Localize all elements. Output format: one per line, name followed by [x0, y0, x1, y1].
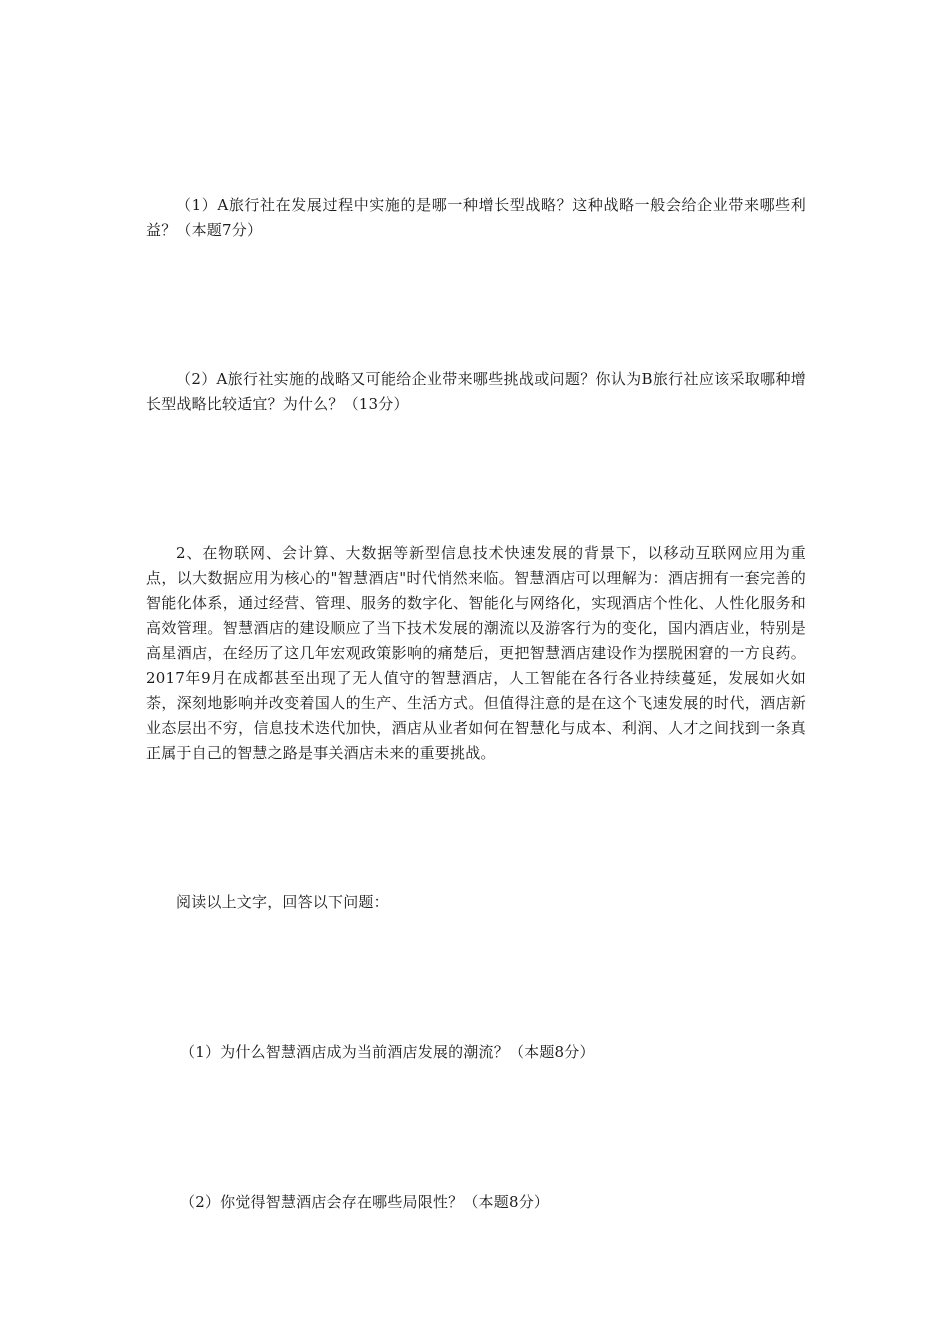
case-2-passage: 2、在物联网、会计算、大数据等新型信息技术快速发展的背景下，以移动互联网应用为重点，以大数据应用为核心的"智慧酒店"时代悄然来临。智慧酒店可以理解为：酒店拥有一套完善的智能化体系，通过经营、管理、服务的数字化、智能化与网络化，实现酒店个性化、人性化服务和高效管理。智慧酒店的建设顺应了当下技术发展的潮流以及游客行为的变化，国内酒店业，特别是高星酒店，在经历了这几年宏观政策影响的痛楚后，更把智慧酒店建设作为摆脱困窘的一方良药。2017年9月在成都甚至出现了无人值守的智慧酒店，人工智能在各行各业持续蔓延，发展如火如荼，深刻地影响并改变着国人的生产、生活方式。但值得注意的是在这个飞速发展的时代，酒店新业态层出不穷，信息技术迭代加快，酒店从业者如何在智慧化与成本、利润、人才之间找到一条真正属于自己的智慧之路是事关酒店未来的重要挑战。 — [146, 544, 806, 762]
question-1-2: （2）A旅行社实施的战略又可能给企业带来哪些挑战或问题？你认为B旅行社应该采取哪种增长型战略比较适宜？为什么？（13分） — [146, 370, 806, 413]
question-1-1: （1）A旅行社在发展过程中实施的是哪一种增长型战略？这种战略一般会给企业带来哪些利益？（本题7分） — [146, 196, 806, 239]
question-2-1: （1）为什么智慧酒店成为当前酒店发展的潮流？（本题8分） — [180, 1043, 595, 1061]
reading-prompt: 阅读以上文字，回答以下问题： — [176, 893, 389, 911]
question-2-2: （2）你觉得智慧酒店会存在哪些局限性？（本题8分） — [180, 1193, 550, 1211]
